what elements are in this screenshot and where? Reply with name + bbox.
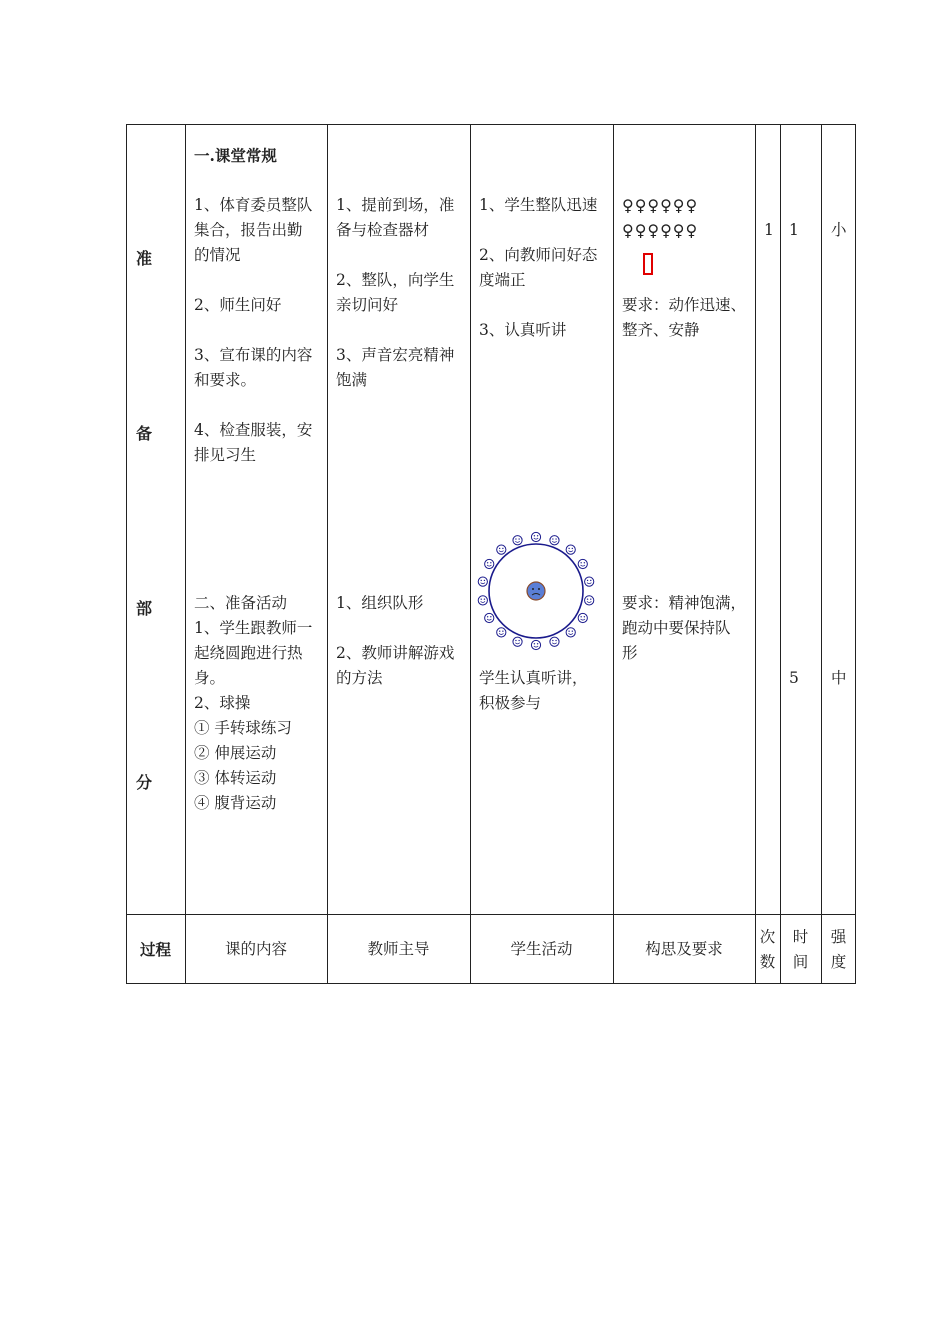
student-smiley-icon xyxy=(578,559,587,568)
student-smiley-icon xyxy=(566,628,575,637)
student-smiley-icon xyxy=(585,596,594,605)
student-smiley-icon xyxy=(478,596,487,605)
student-smiley-icon xyxy=(585,577,594,586)
phase-char-4: 分 xyxy=(136,773,153,792)
footer-intensity: 强 度 xyxy=(830,928,847,971)
formation-row-2: ♀♀♀♀♀♀ xyxy=(622,221,699,240)
phase-char-2: 备 xyxy=(136,424,153,443)
footer-process: 过程 xyxy=(139,940,171,959)
student-smiley-icon xyxy=(550,536,559,545)
content-warmup: 二、准备活动 1、学生跟教师一 起绕圆跑进行热 身。 2、球操 ① 手转球练习 ② 伸展运动 ③ 体转运动 ④ 腹背运动 xyxy=(194,594,313,812)
time-warmup: 5 xyxy=(789,669,799,687)
intensity-routine: 小 xyxy=(831,221,847,239)
content-title: 一.课堂常规 xyxy=(194,146,277,165)
footer-content: 课的内容 xyxy=(224,940,287,958)
student-routine: 1、学生整队迅速 2、向教师问好态 度端正 3、认真听讲 xyxy=(479,196,598,339)
circle-formation-diagram xyxy=(471,526,601,656)
student-smiley-icon xyxy=(566,545,575,554)
intensity-warmup: 中 xyxy=(831,669,847,687)
phase-char-3: 部 xyxy=(136,599,153,618)
design-routine-req: 要求：动作迅速、 整齐、安静 xyxy=(622,296,747,339)
student-warmup: 学生认真听讲， 积极参与 xyxy=(479,669,588,712)
student-smiley-icon xyxy=(550,637,559,646)
student-smiley-icon xyxy=(485,613,494,622)
student-smiley-icon xyxy=(497,545,506,554)
col-divider xyxy=(821,124,822,984)
content-routine: 1、体育委员整队 集合，报告出勤 的情况 2、师生问好 3、宣布课的内容 和要求。 4、检查服装，安 排见习生 xyxy=(194,196,313,464)
reps-routine: 1 xyxy=(764,221,774,239)
footer-reps: 次 数 xyxy=(759,928,776,971)
teacher-position-marker xyxy=(643,253,653,275)
student-smiley-icon xyxy=(513,637,522,646)
footer-student: 学生活动 xyxy=(510,940,573,958)
footer-time: 时 间 xyxy=(792,928,809,971)
teacher-face-icon xyxy=(527,582,545,600)
student-smiley-icon xyxy=(478,577,487,586)
phase-char-1: 准 xyxy=(136,249,153,268)
footer-design: 构思及要求 xyxy=(645,940,723,958)
student-smiley-icon xyxy=(531,640,540,649)
time-routine: 1 xyxy=(789,221,799,239)
student-smiley-icon xyxy=(513,536,522,545)
student-smiley-icon xyxy=(497,628,506,637)
col-divider xyxy=(780,124,781,984)
teacher-routine: 1、提前到场，准 备与检查器材 2、整队，向学生 亲切问好 3、声音宏亮精神 饱满 xyxy=(336,196,455,389)
student-smiley-icon xyxy=(485,559,494,568)
col-divider xyxy=(755,124,756,984)
design-warmup-req: 要求：精神饱满， 跑动中要保持队 形 xyxy=(622,594,747,662)
student-smiley-icon xyxy=(578,613,587,622)
col-divider xyxy=(613,124,614,984)
footer-teacher: 教师主导 xyxy=(367,940,430,958)
col-divider xyxy=(185,124,186,984)
student-smiley-icon xyxy=(531,532,540,541)
footer-divider xyxy=(126,914,856,915)
formation-row-1: ♀♀♀♀♀♀ xyxy=(622,196,699,215)
col-divider xyxy=(327,124,328,984)
teacher-warmup: 1、组织队形 2、教师讲解游戏 的方法 xyxy=(336,594,455,687)
